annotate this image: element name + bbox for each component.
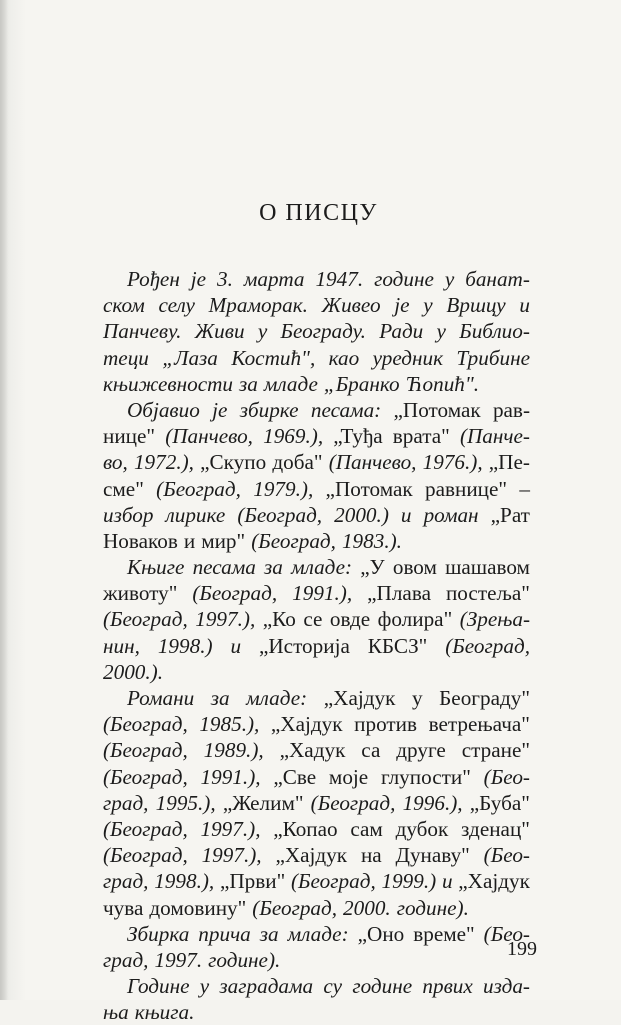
word: „Хајдук bbox=[458, 869, 530, 894]
word: селу bbox=[158, 293, 195, 318]
word: шашавом bbox=[445, 555, 530, 580]
word: Ћопић". bbox=[405, 371, 480, 396]
word: (Београд, bbox=[156, 476, 241, 501]
word: у bbox=[257, 319, 268, 344]
word: „Пе- bbox=[488, 450, 530, 475]
word: град, bbox=[103, 947, 149, 972]
word: (Београд, bbox=[103, 712, 188, 737]
word: у bbox=[423, 293, 433, 318]
text-line bbox=[103, 423, 530, 449]
word: Панчеву. bbox=[103, 319, 182, 344]
word: 2000.) bbox=[334, 502, 389, 527]
word: 2000.). bbox=[103, 659, 164, 684]
word: 1991.), bbox=[200, 764, 261, 789]
word: марта bbox=[243, 267, 305, 291]
word: град, bbox=[103, 869, 149, 894]
word: „У bbox=[360, 555, 385, 580]
word: мир" bbox=[201, 528, 246, 553]
word: 1999.) bbox=[381, 869, 437, 894]
word: (Београд, bbox=[103, 843, 188, 868]
word: и bbox=[230, 633, 242, 658]
word: ском bbox=[103, 293, 145, 318]
text-line bbox=[103, 921, 530, 947]
text-line bbox=[103, 449, 530, 475]
word: Живео bbox=[321, 293, 381, 318]
word: за bbox=[259, 921, 279, 946]
word: младе: bbox=[291, 555, 353, 580]
word: (Београд, bbox=[251, 528, 336, 553]
text-line bbox=[103, 764, 530, 790]
word: нин, bbox=[103, 633, 140, 658]
word: „Плава bbox=[367, 581, 431, 606]
word: дубок bbox=[395, 816, 449, 841]
word: „Бранко bbox=[323, 371, 400, 396]
word: во, bbox=[103, 450, 128, 475]
word: песама bbox=[192, 555, 256, 580]
page-title: О ПИСЦУ bbox=[259, 200, 378, 226]
word: Мраморак. bbox=[208, 293, 308, 318]
word: (Београд, bbox=[103, 607, 188, 632]
word: 1997.), bbox=[200, 816, 261, 841]
text-line bbox=[103, 292, 530, 318]
word: у bbox=[199, 974, 210, 999]
word: „Хадук bbox=[279, 738, 346, 763]
word: КБСЗ" bbox=[367, 633, 428, 658]
author-bio-text bbox=[103, 266, 530, 1025]
text-line bbox=[103, 711, 530, 737]
text-line bbox=[103, 816, 530, 842]
word: Новаков bbox=[103, 528, 178, 553]
word: равнице" bbox=[425, 476, 508, 501]
word: постеља" bbox=[445, 581, 530, 606]
word: младе bbox=[263, 371, 318, 396]
word: Вршцу bbox=[446, 293, 506, 318]
text-line bbox=[103, 528, 530, 554]
word: (Београд, bbox=[103, 738, 188, 763]
text-line bbox=[103, 868, 530, 894]
text-line bbox=[103, 659, 530, 685]
word: (Панчево, bbox=[165, 424, 253, 449]
word: књига. bbox=[134, 1000, 195, 1025]
word: „Желим" bbox=[222, 790, 304, 815]
word: 1991.), bbox=[292, 581, 353, 606]
word: „Буба" bbox=[469, 790, 530, 815]
word: (Београд, bbox=[192, 581, 278, 606]
text-line bbox=[103, 554, 530, 580]
word: прича bbox=[198, 921, 251, 946]
word: „Све bbox=[273, 764, 317, 789]
word: и bbox=[183, 528, 196, 553]
word: Трибине bbox=[456, 345, 530, 370]
word: фолира" bbox=[377, 607, 453, 632]
word: године bbox=[374, 267, 434, 291]
word: и bbox=[441, 869, 453, 894]
word: глупости" bbox=[380, 764, 471, 789]
word: „Хајдук bbox=[323, 686, 396, 710]
text-line bbox=[103, 790, 530, 816]
word: теци bbox=[103, 345, 149, 370]
word: време" bbox=[413, 921, 475, 946]
word: 1972.), bbox=[133, 450, 194, 475]
word: 1983.). bbox=[341, 528, 402, 553]
text-line bbox=[103, 580, 530, 606]
text-line bbox=[103, 999, 530, 1025]
word: године bbox=[352, 974, 413, 999]
word: је bbox=[394, 293, 410, 318]
word: 1969.), bbox=[263, 424, 324, 449]
word: животу" bbox=[103, 581, 178, 606]
word: – bbox=[519, 476, 530, 501]
word: 1989.), bbox=[203, 738, 264, 763]
text-line bbox=[103, 842, 530, 868]
word: (Бео- bbox=[483, 764, 530, 789]
word: 1985.), bbox=[199, 712, 260, 737]
word: 2000. bbox=[343, 895, 391, 920]
word: за bbox=[239, 371, 258, 396]
word: стране" bbox=[461, 738, 530, 763]
word: младе: bbox=[246, 686, 308, 710]
word: ветрењача" bbox=[428, 712, 530, 737]
word: је bbox=[212, 397, 228, 422]
text-line bbox=[103, 345, 530, 371]
word: за bbox=[210, 686, 230, 710]
word: Ради bbox=[379, 319, 424, 344]
word: Романи bbox=[127, 686, 195, 710]
page-number: 199 bbox=[507, 938, 537, 960]
word: Костић", bbox=[231, 345, 316, 370]
word: 1998.) bbox=[157, 633, 213, 658]
word: „Лаза bbox=[162, 345, 218, 370]
word: Збирка bbox=[127, 921, 190, 946]
word: песама: bbox=[310, 397, 382, 422]
text-line bbox=[103, 973, 530, 999]
word: моје bbox=[328, 764, 369, 789]
word: Године bbox=[127, 974, 190, 999]
word: „Рат bbox=[490, 502, 530, 527]
word: књижевности bbox=[103, 371, 234, 396]
word: нице" bbox=[103, 424, 156, 449]
word: чува bbox=[103, 895, 144, 920]
word: у bbox=[444, 267, 455, 291]
word: доба" bbox=[272, 450, 323, 475]
word: збирке bbox=[239, 397, 299, 422]
word: (Панче- bbox=[459, 424, 530, 449]
word: „Први" bbox=[219, 869, 286, 894]
word: Књиге bbox=[127, 555, 185, 580]
text-line bbox=[103, 606, 530, 632]
text-line bbox=[103, 397, 530, 423]
word: 1979.), bbox=[253, 476, 314, 501]
word: домовину" bbox=[149, 895, 247, 920]
word: „Историја bbox=[258, 633, 350, 658]
word: 1997. bbox=[154, 947, 203, 972]
word: Дунаву" bbox=[395, 843, 470, 868]
word: избор bbox=[103, 502, 154, 527]
word: године). bbox=[396, 895, 469, 920]
word: је bbox=[190, 267, 207, 291]
word: (Београд, bbox=[291, 869, 376, 894]
word: „Потомак bbox=[393, 397, 481, 422]
word: изда- bbox=[483, 974, 530, 999]
word: друге bbox=[396, 738, 446, 763]
word: ња bbox=[103, 1000, 129, 1025]
word: 1996.), bbox=[402, 790, 463, 815]
word: 1947. bbox=[315, 267, 364, 291]
word: овде bbox=[329, 607, 371, 632]
word: рав- bbox=[492, 397, 530, 422]
word: 1995.), bbox=[155, 790, 216, 815]
text-line bbox=[103, 476, 530, 502]
word: „Оно bbox=[357, 921, 405, 946]
word: (Београд, bbox=[237, 502, 323, 527]
word: Објавио bbox=[127, 397, 200, 422]
word: врата" bbox=[392, 424, 450, 449]
text-line bbox=[103, 685, 530, 711]
word: зденац" bbox=[461, 816, 530, 841]
text-line bbox=[103, 947, 530, 973]
word: „Скупо bbox=[200, 450, 267, 475]
word: младе: bbox=[287, 921, 349, 946]
word: Београду. bbox=[280, 319, 366, 344]
word: Живи bbox=[194, 319, 245, 344]
text-line bbox=[103, 266, 530, 292]
word: као bbox=[328, 345, 360, 370]
word: 1998.), bbox=[154, 869, 215, 894]
word: (Зрења- bbox=[459, 607, 530, 632]
word: (Београд, bbox=[252, 895, 338, 920]
word: 1997.), bbox=[195, 607, 256, 632]
word: уредник bbox=[372, 345, 443, 370]
word: на bbox=[360, 843, 382, 868]
word: сам bbox=[350, 816, 383, 841]
word: 1997.), bbox=[201, 843, 262, 868]
word: и bbox=[400, 502, 412, 527]
word: (Београд, bbox=[310, 790, 396, 815]
text-line bbox=[103, 737, 530, 763]
word: против bbox=[354, 712, 417, 737]
word: године). bbox=[208, 947, 281, 972]
word: „Туђа bbox=[333, 424, 383, 449]
word: (Панчево, bbox=[328, 450, 417, 475]
word: Београду" bbox=[439, 686, 530, 710]
word: град, bbox=[103, 790, 149, 815]
word: (Бео- bbox=[483, 921, 530, 946]
spine-shadow bbox=[0, 0, 8, 1000]
word: Библио- bbox=[459, 319, 530, 344]
word: у bbox=[436, 319, 446, 344]
word: 3. bbox=[217, 267, 233, 291]
text-line bbox=[103, 371, 530, 397]
word: за bbox=[264, 555, 283, 580]
word: „Хајдук bbox=[270, 712, 343, 737]
word: су bbox=[323, 974, 343, 999]
word: (Београд, bbox=[103, 816, 188, 841]
text-line bbox=[103, 895, 530, 921]
text-line bbox=[103, 318, 530, 344]
word: сме" bbox=[103, 476, 144, 501]
text-line bbox=[103, 502, 530, 528]
word: (Бео- bbox=[483, 843, 530, 868]
word: „Потомак bbox=[325, 476, 413, 501]
word: роман bbox=[423, 502, 479, 527]
word: у bbox=[411, 686, 423, 710]
word: 1976.), bbox=[422, 450, 483, 475]
word: са bbox=[361, 738, 381, 763]
word: лирике bbox=[165, 502, 226, 527]
word: „Копао bbox=[273, 816, 338, 841]
word: „Хајдук bbox=[275, 843, 348, 868]
word: (Београд, bbox=[445, 633, 530, 658]
word: се bbox=[303, 607, 323, 632]
word: банат- bbox=[465, 267, 530, 291]
word: овом bbox=[392, 555, 437, 580]
text-line bbox=[103, 633, 530, 659]
word: Рођен bbox=[127, 267, 180, 291]
word: заградама bbox=[219, 974, 314, 999]
word: (Београд, bbox=[103, 764, 188, 789]
word: првих bbox=[422, 974, 473, 999]
word: „Ко bbox=[262, 607, 296, 632]
word: и bbox=[519, 293, 530, 318]
